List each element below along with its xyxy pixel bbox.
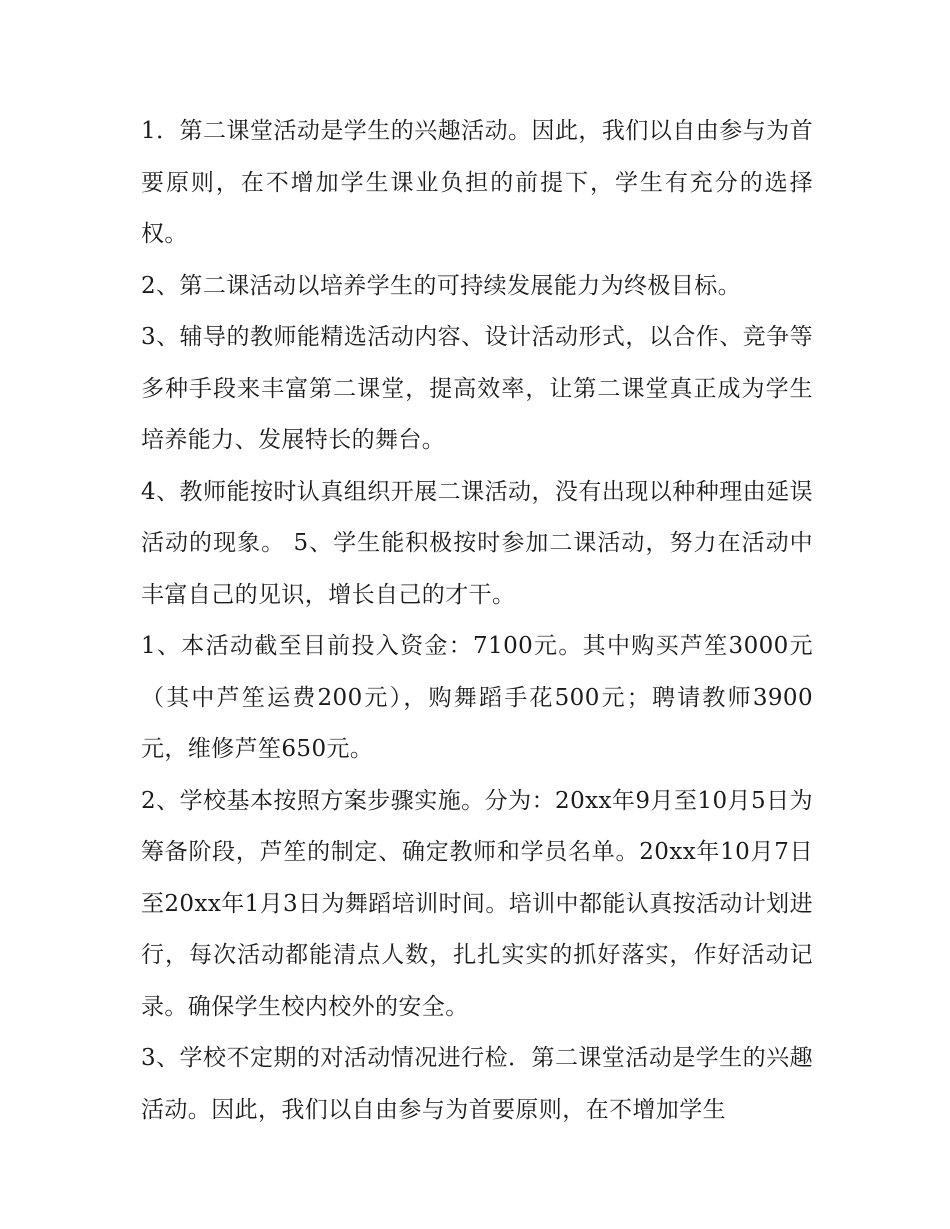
paragraph-goal-sustainable-development: 2、第二课活动以培养学生的可持续发展能力为终极目标。 [141,272,742,299]
paragraph-inspection: 3、学校不定期的对活动情况进行检．第二课堂活动是学生的兴趣活动。因此，我们以自由参与为首要原则，在不增加学生 [141,1045,813,1123]
document-body [141,106,813,1136]
paragraph-implementation-schedule: 2、学校基本按照方案步骤实施。分为：20xx年9月至10月5日为筹备阶段，芦笙的制定、确定教师和学员名单。20xx年10月7日至20xx年1月3日为舞蹈培训时间。培训中都能认真按活动计划进行，每次活动都能清点人数，扎扎实实的抓好落实，作好活动记录。确保学生校内校外的安全。 [141,787,813,1020]
paragraph-principle-free-participation: 1．第二课堂活动是学生的兴趣活动。因此，我们以自由参与为首要原则，在不增加学生课业负担的前提下，学生有充分的选择权。 [141,118,813,247]
paragraph-funding: 1、本活动截至目前投入资金：7100元。其中购买芦笙3000元（其中芦笙运费200元），购舞蹈手花500元；聘请教师3900元，维修芦笙650元。 [141,633,813,762]
paragraph-teacher-student-participation: 4、教师能按时认真组织开展二课活动，没有出现以种种理由延误活动的现象。 5、学生能积极按时参加二课活动，努力在活动中丰富自己的见识，增长自己的才干。 [141,478,813,608]
paragraph-teacher-guidance: 3、辅导的教师能精选活动内容、设计活动形式，以合作、竞争等多种手段来丰富第二课堂，提高效率，让第二课堂真正成为学生培养能力、发展特长的舞台。 [141,324,813,453]
